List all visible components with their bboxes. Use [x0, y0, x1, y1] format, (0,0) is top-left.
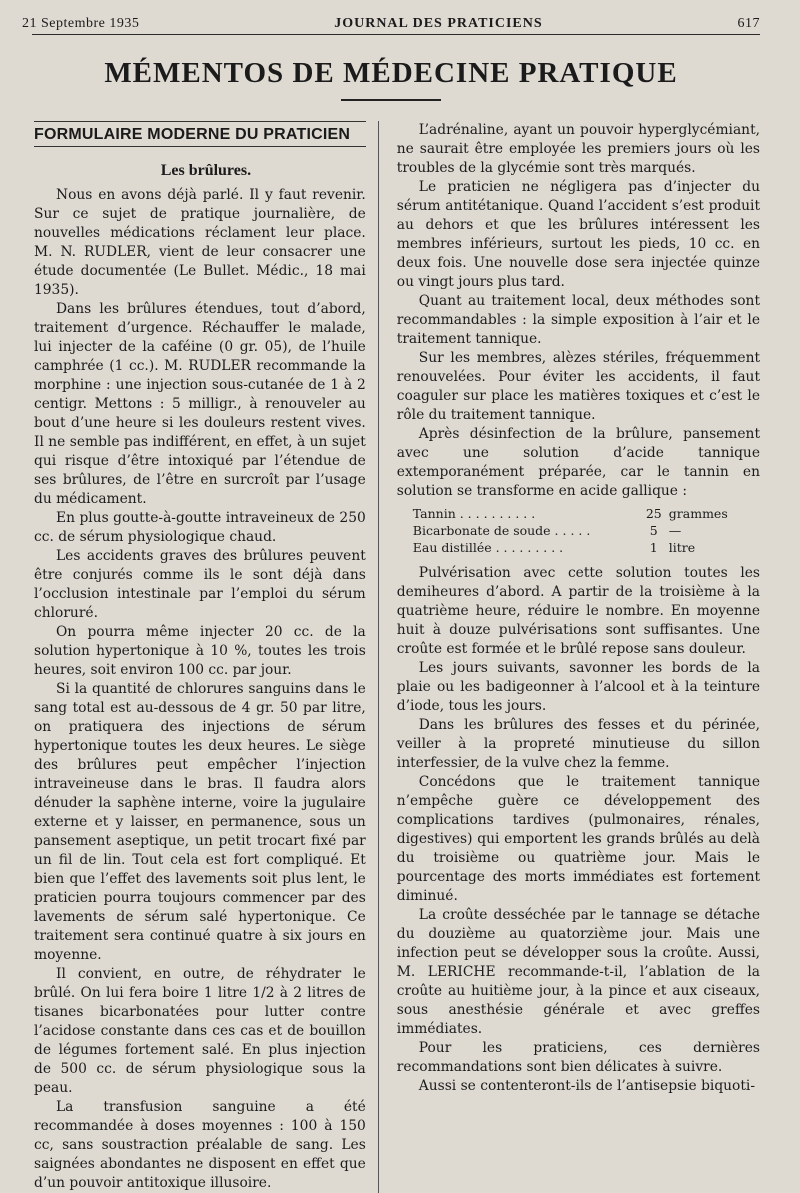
quantity: 25: [645, 506, 662, 521]
unit: —: [668, 523, 682, 538]
ingredient: Tannin . . . . . . . . . .: [412, 506, 536, 521]
paragraph: Pulvérisation avec cette solution toutes les demiheures d’abord. A partir de la troisième à la quatrième heure, réduire le nombre. En moyenne huit à douze pulvérisations sont suffisantes. Une croûte est formée et le brûlé repose sans douleur.: [396, 565, 760, 657]
paragraph: Dans les brûlures des fesses et du périnée, veiller à la propreté minutieuse du sillon interfessier, de la vulve chez la femme.: [396, 717, 760, 771]
paragraph: Concédons que le traitement tannique n’empêche guère ce développement des complications tardives (pulmonaires, rénales, digestives) qui emportent les grands brûlés au delà du troisième ou quatrième jour. Mais le pourcentage des morts immédiates est fortement diminué.: [396, 774, 760, 904]
article-columns: [22, 121, 760, 1193]
page-number: 617: [737, 16, 760, 31]
left-column: [22, 121, 378, 1193]
paragraph: La croûte desséchée par le tannage se détache du douzième au quatorzième jour. Mais une infection peut se développer sous la croûte. Aussi, M. LERICHE recommande-t-il, l’ablation de la croûte au huitième jour, à la pince et aux ciseaux, sous anesthésie générale et avec greffes immédiates.: [396, 907, 760, 1037]
paragraph: Le praticien ne négligera pas d’injecter du sérum antitétanique. Quand l’accident s’est produit au dehors et que les brûlures intéressent les membres inférieurs, surtout les pieds, 10 cc. en deux fois. Une nouvelle dose sera injectée quinze ou vingt jours plus tard.: [396, 179, 760, 290]
quantity: 5: [649, 523, 658, 538]
header-rule: [32, 34, 760, 35]
unit: litre: [668, 540, 696, 555]
article-subtitle: Les brûlures.: [160, 162, 252, 179]
paragraph: On pourra même injecter 20 cc. de la solution hypertonique à 10 %, toutes les trois heures, soit environ 100 cc. par jour.: [34, 624, 366, 678]
paragraph: Pour les praticiens, ces dernières recommandations sont bien délicates à suivre.: [396, 1040, 760, 1075]
rubric-heading: FORMULAIRE MODERNE DU PRATICIEN: [34, 121, 366, 147]
recipe-row: [413, 522, 760, 539]
ingredient: Eau distillée . . . . . . . . .: [412, 540, 564, 555]
paragraph: Si la quantité de chlorures sanguins dans le sang total est au-dessous de 4 gr. 50 par litre, on pratiquera des injections de sérum hypertonique toutes les deux heures. Le siège des brûlures peut empêcher l’injection intraveineuse dans le bras. Il faudra alors dénuder la saphène interne, voire la jugulaire externe et y laisser, en permanence, sous un pansement aseptique, un petit trocart fixé par un fil de lin. Tout cela est fort compliqué. Et bien que l’effet des lavements soit plus lent, le praticien pourra toujours commencer par des lavements de sérum salé hypertonique. Ce traitement sera continué quatre à six jours en moyenne.: [34, 681, 366, 963]
recipe-row: [413, 539, 760, 556]
paragraph: Dans les brûlures étendues, tout d’abord, traitement d’urgence. Réchauffer le malade, lui injecter de la caféine (0 gr. 05), de l’huile camphrée (1 cc.). M. RUDLER recommande la morphine : une injection sous-cutanée de 1 à 2 centigr. Mettons : 5 milligr., à renouveler au bout d’une heure si les douleurs restent vives. Il ne semble pas indifférent, en effet, à un sujet qui risque d’être intoxiqué par l’étendue de ses brûlures, de l’être en surcroît par l’usage du médicament.: [34, 301, 366, 507]
recipe-table: [413, 505, 760, 556]
section-title: MÉMENTOS DE MÉDECINE PRATIQUE: [104, 57, 678, 89]
paragraph: Après désinfection de la brûlure, pansement avec une solution d’acide tannique extemporanément préparée, car le tannin en solution se transforme en acide gallique :: [396, 426, 760, 499]
unit: grammes: [668, 506, 728, 521]
paragraph: Les accidents graves des brûlures peuvent être conjurés comme ils le sont déjà dans l’occlusion intestinale par l’emploi du sérum chloruré.: [34, 548, 366, 621]
right-column: [379, 121, 760, 1193]
paragraph: Quant au traitement local, deux méthodes sont recommandables : la simple exposition à l’air et le traitement tannique.: [396, 293, 760, 347]
paragraph: Nous en avons déjà parlé. Il y faut revenir. Sur ce sujet de pratique journalière, de nouvelles médications réclament leur place. M. N. RUDLER, vient de leur consacrer une étude documentée (Le Bullet. Médic., 18 mai 1935).: [34, 187, 366, 298]
paragraph: La transfusion sanguine a été recommandée à doses moyennes : 100 à 150 cc, sans soustraction préalable de sang. Les saignées abondantes ne disposent en effet que d’un pouvoir antitoxique illusoire.: [34, 1099, 366, 1191]
paragraph: En plus goutte-à-goutte intraveineux de 250 cc. de sérum physiologique chaud.: [34, 510, 366, 545]
recipe-row: [413, 505, 760, 522]
paragraph: Sur les membres, alèzes stériles, fréquemment renouvelées. Pour éviter les accidents, il faut coaguler sur place les matières toxiques et c’est le rôle du traitement tannique.: [396, 350, 760, 423]
journal-title: JOURNAL DES PRATICIENS: [334, 16, 543, 31]
title-rule: [341, 99, 441, 101]
running-head: [22, 0, 760, 31]
issue-date: 21 Septembre 1935: [22, 16, 140, 31]
quantity: 1: [649, 540, 658, 555]
paragraph: Aussi se contenteront-ils de l’antisepsie biquoti-: [418, 1078, 755, 1094]
paragraph: L’adrénaline, ayant un pouvoir hyperglycémiant, ne saurait être employée les premiers jours où les troubles de la glycémie sont très marqués.: [396, 122, 760, 176]
paragraph: Il convient, en outre, de réhydrater le brûlé. On lui fera boire 1 litre 1/2 à 2 litres de tisanes bicarbonatées pour lutter contre l’acidose constante dans ces cas et de bouillon de légumes fortement salé. En plus injection de 500 cc. de sérum physiologique sous la peau.: [34, 966, 366, 1096]
ingredient: Bicarbonate de soude . . . . .: [412, 523, 591, 538]
paragraph: Les jours suivants, savonner les bords de la plaie ou les badigeonner à l’alcool et à la teinture d’iode, tous les jours.: [396, 660, 760, 714]
